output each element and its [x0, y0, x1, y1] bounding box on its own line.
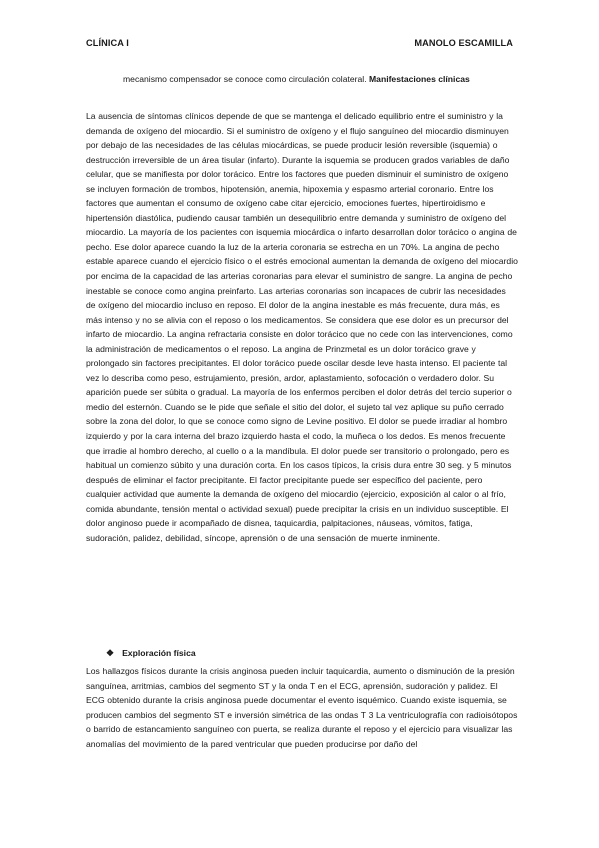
diamond-bullet-icon: ❖ [106, 647, 115, 658]
intro-sentence: mecanismo compensador se conoce como circulación colateral. [123, 74, 369, 84]
body-paragraph-exploracion: Los hallazgos físicos durante la crisis anginosa pueden incluir taquicardia, aumento o disminución de la presión sanguínea, arritmias, cambios del segmento ST y la onda T en el ECG, aprensión, sudoración y palidez. El ECG obtenido durante la crisis anginosa puede documentar el evento isquémico. Cuando existe isquemia, se producen cambios del segmento ST e inversión simétrica de las ondas T 3 La ventriculografía con radioisótopos o barrido de estancamiento sanguíneo con puerta, se realiza durante el reposo y el ejercicio para visualizar las anomalías del movimiento de la pared ventricular que pueden producirse por daño del [86, 666, 518, 749]
section-heading-exploracion [106, 648, 196, 658]
header-author-name: MANOLO ESCAMILLA [414, 38, 513, 48]
section-title: Exploración física [122, 648, 196, 658]
intro-text [123, 72, 518, 86]
page-header [86, 38, 513, 48]
header-course-title: CLÍNICA I [86, 38, 129, 48]
body-paragraph-manifestaciones: La ausencia de síntomas clínicos depende de que se mantenga el delicado equilibrio entre el suministro y la demanda de oxígeno del miocardio. Si el suministro de oxígeno y el flujo sanguíneo del miocardio disminuyen por debajo de las necesidades de las células miocárdicas, se puede producir lesión reversible (isquemia) o destrucción irreversible de un área tisular (infarto). Durante la isquemia se producen grados variables de daño celular, que se manifiesta por dolor torácico. Entre los factores que pueden disminuir el suministro de oxígeno se incluyen formación de trombos, hipotensión, anemia, hipoxemia y espasmo arterial coronario. Entre los factores que aumentan el consumo de oxígeno cabe citar ejercicio, emociones fuertes, hipertiroidismo e hipertensión diastólica, pudiendo causar también un desequilibrio entre demanda y suministro de oxígeno del miocardio. La mayoría de los pacientes con isquemia miocárdica o infarto desarrollan dolor torácico o angina de pecho. Ese dolor aparece cuando la luz de la arteria coronaria se estrecha en un 70%. La angina de pecho estable aparece cuando el ejercicio físico o el estrés emocional aumentan la demanda de oxígeno del miocardio por encima de la capacidad de las arterias coronarias para elevar el suministro de sangre. La angina de pecho inestable se conoce como angina preinfarto. Las arterias coronarias son incapaces de cubrir las necesidades de oxígeno del miocardio incluso en reposo. El dolor de la angina inestable es más frecuente, dura más, es más intenso y no se alivia con el reposo o los medicamentos. Se considera que ese dolor es un precursor del infarto de miocardio. La angina refractaria consiste en dolor torácico que no cede con las intervenciones, como la administración de medicamentos o el reposo. La angina de Prinzmetal es un dolor torácico grave y prolongado sin factores precipitantes. El dolor torácico puede oscilar desde leve hasta intenso. El paciente tal vez lo describa como peso, estrujamiento, presión, ardor, aplastamiento, sofocación o verdadero dolor. Su aparición puede ser súbita o gradual. La mayoría de los enfermos perciben el dolor detrás del tercio superior o medio del esternón. Cuando se le pide que señale el sitio del dolor, el sujeto tal vez aplique su puño cerrado sobre la zona del dolor, lo que se conoce como signo de Levine positivo. El dolor se puede irradiar al hombro izquierdo y por la cara interna del brazo izquierdo hasta el codo, la muñeca o los dedos. Es menos frecuente que irradie al hombro derecho, al cuello o a la mandíbula. El dolor puede ser transitorio o prolongado, pero es habitual un comienzo súbito y una duración corta. En los casos típicos, la crisis dura entre 30 seg. y 5 minutos después de eliminar el factor precipitante. El factor precipitante puede ser específico del paciente, pero cualquier actividad que aumente la demanda de oxígeno del miocardio (ejercicio, exposición al calor o al frío, comida abundante, tensión mental o actividad sexual) puede precipitar la crisis en un individuo susceptible. El dolor anginoso puede ir acompañado de disnea, taquicardia, palpitaciones, náuseas, vómitos, fatiga, sudoración, palidez, debilidad, síncope, aprensión o de una sensación de muerte inminente. [86, 111, 518, 543]
section-heading-manifestaciones: Manifestaciones clínicas [369, 74, 470, 84]
